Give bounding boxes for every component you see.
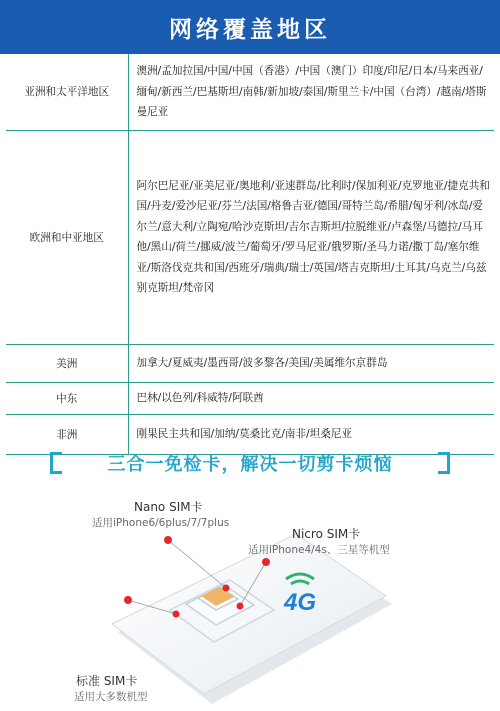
feature-banner <box>50 448 450 478</box>
micro-sim-name: Nicro SIM卡 <box>292 527 361 541</box>
region-label: 非洲 <box>6 414 128 454</box>
page-header <box>0 0 500 54</box>
sim-illustration <box>0 484 500 711</box>
nano-leader-line <box>168 540 226 588</box>
region-label: 美洲 <box>6 344 128 382</box>
standard-marker <box>173 611 180 618</box>
micro-sim-desc: 适用iPhone4/4s、三星等机型 <box>248 544 390 556</box>
nano-marker <box>223 585 230 592</box>
country-list: 澳洲/孟加拉国/中国/中国（香港）/中国（澳门）印度/印尼/日本/马来西亚/缅甸/新西兰/巴基斯坦/南韩/新加坡/泰国/斯里兰卡/中国（台湾）/越南/塔斯曼尼亚 <box>128 54 494 130</box>
sim-card-graphic <box>0 484 500 711</box>
nano-sim-name: Nano SIM卡 <box>134 500 203 514</box>
table-row <box>6 344 494 382</box>
nano-marker <box>164 536 172 544</box>
region-label: 欧洲和中亚地区 <box>6 130 128 344</box>
country-list: 加拿大/夏威夷/墨西哥/波多黎各/美国/美属维尔京群岛 <box>128 344 494 382</box>
coverage-table <box>6 54 494 455</box>
standard-sim-desc: 适用大多数机型 <box>74 691 148 703</box>
banner-title: 三合一免检卡，解决一切剪卡烦恼 <box>107 454 393 475</box>
table-row <box>6 54 494 130</box>
standard-marker <box>124 596 132 604</box>
country-list: 阿尔巴尼亚/亚美尼亚/奥地利/亚速群岛/比利时/保加利亚/克罗地亚/捷克共和国/丹麦/爱沙尼亚/芬兰/法国/格鲁吉亚/德国/哥特兰岛/希腊/匈牙利/冰岛/爱尔兰/意大利/立陶宛/哈沙克斯坦/吉尔吉斯坦/拉脱维亚/卢森堡/马德拉/马耳他/黑山/荷兰/挪威/波兰/葡萄牙/罗马尼亚/俄罗斯/圣马力诺/撒丁岛/塞尔维亚/斯洛伐克共和国/西班牙/瑞典/瑞士/英国/塔吉克斯坦/土耳其/乌克兰/乌兹别克斯坦/梵帝冈 <box>128 130 494 344</box>
micro-marker <box>262 558 270 566</box>
nano-sim-desc: 适用iPhone6/6plus/7/7plus <box>92 517 230 529</box>
country-list: 巴林/以色列/科威特/阿联酋 <box>128 382 494 414</box>
table-row <box>6 130 494 344</box>
page-title: 网络覆盖地区 <box>169 16 331 43</box>
micro-marker <box>237 603 244 610</box>
region-label: 中东 <box>6 382 128 414</box>
region-label: 亚洲和太平洋地区 <box>6 54 128 130</box>
table-row <box>6 382 494 414</box>
country-list: 刚果民主共和国/加纳/莫桑比克/南非/坦桑尼亚 <box>128 414 494 454</box>
standard-sim-name: 标准 SIM卡 <box>76 674 138 688</box>
4g-logo: 4G <box>284 589 317 616</box>
